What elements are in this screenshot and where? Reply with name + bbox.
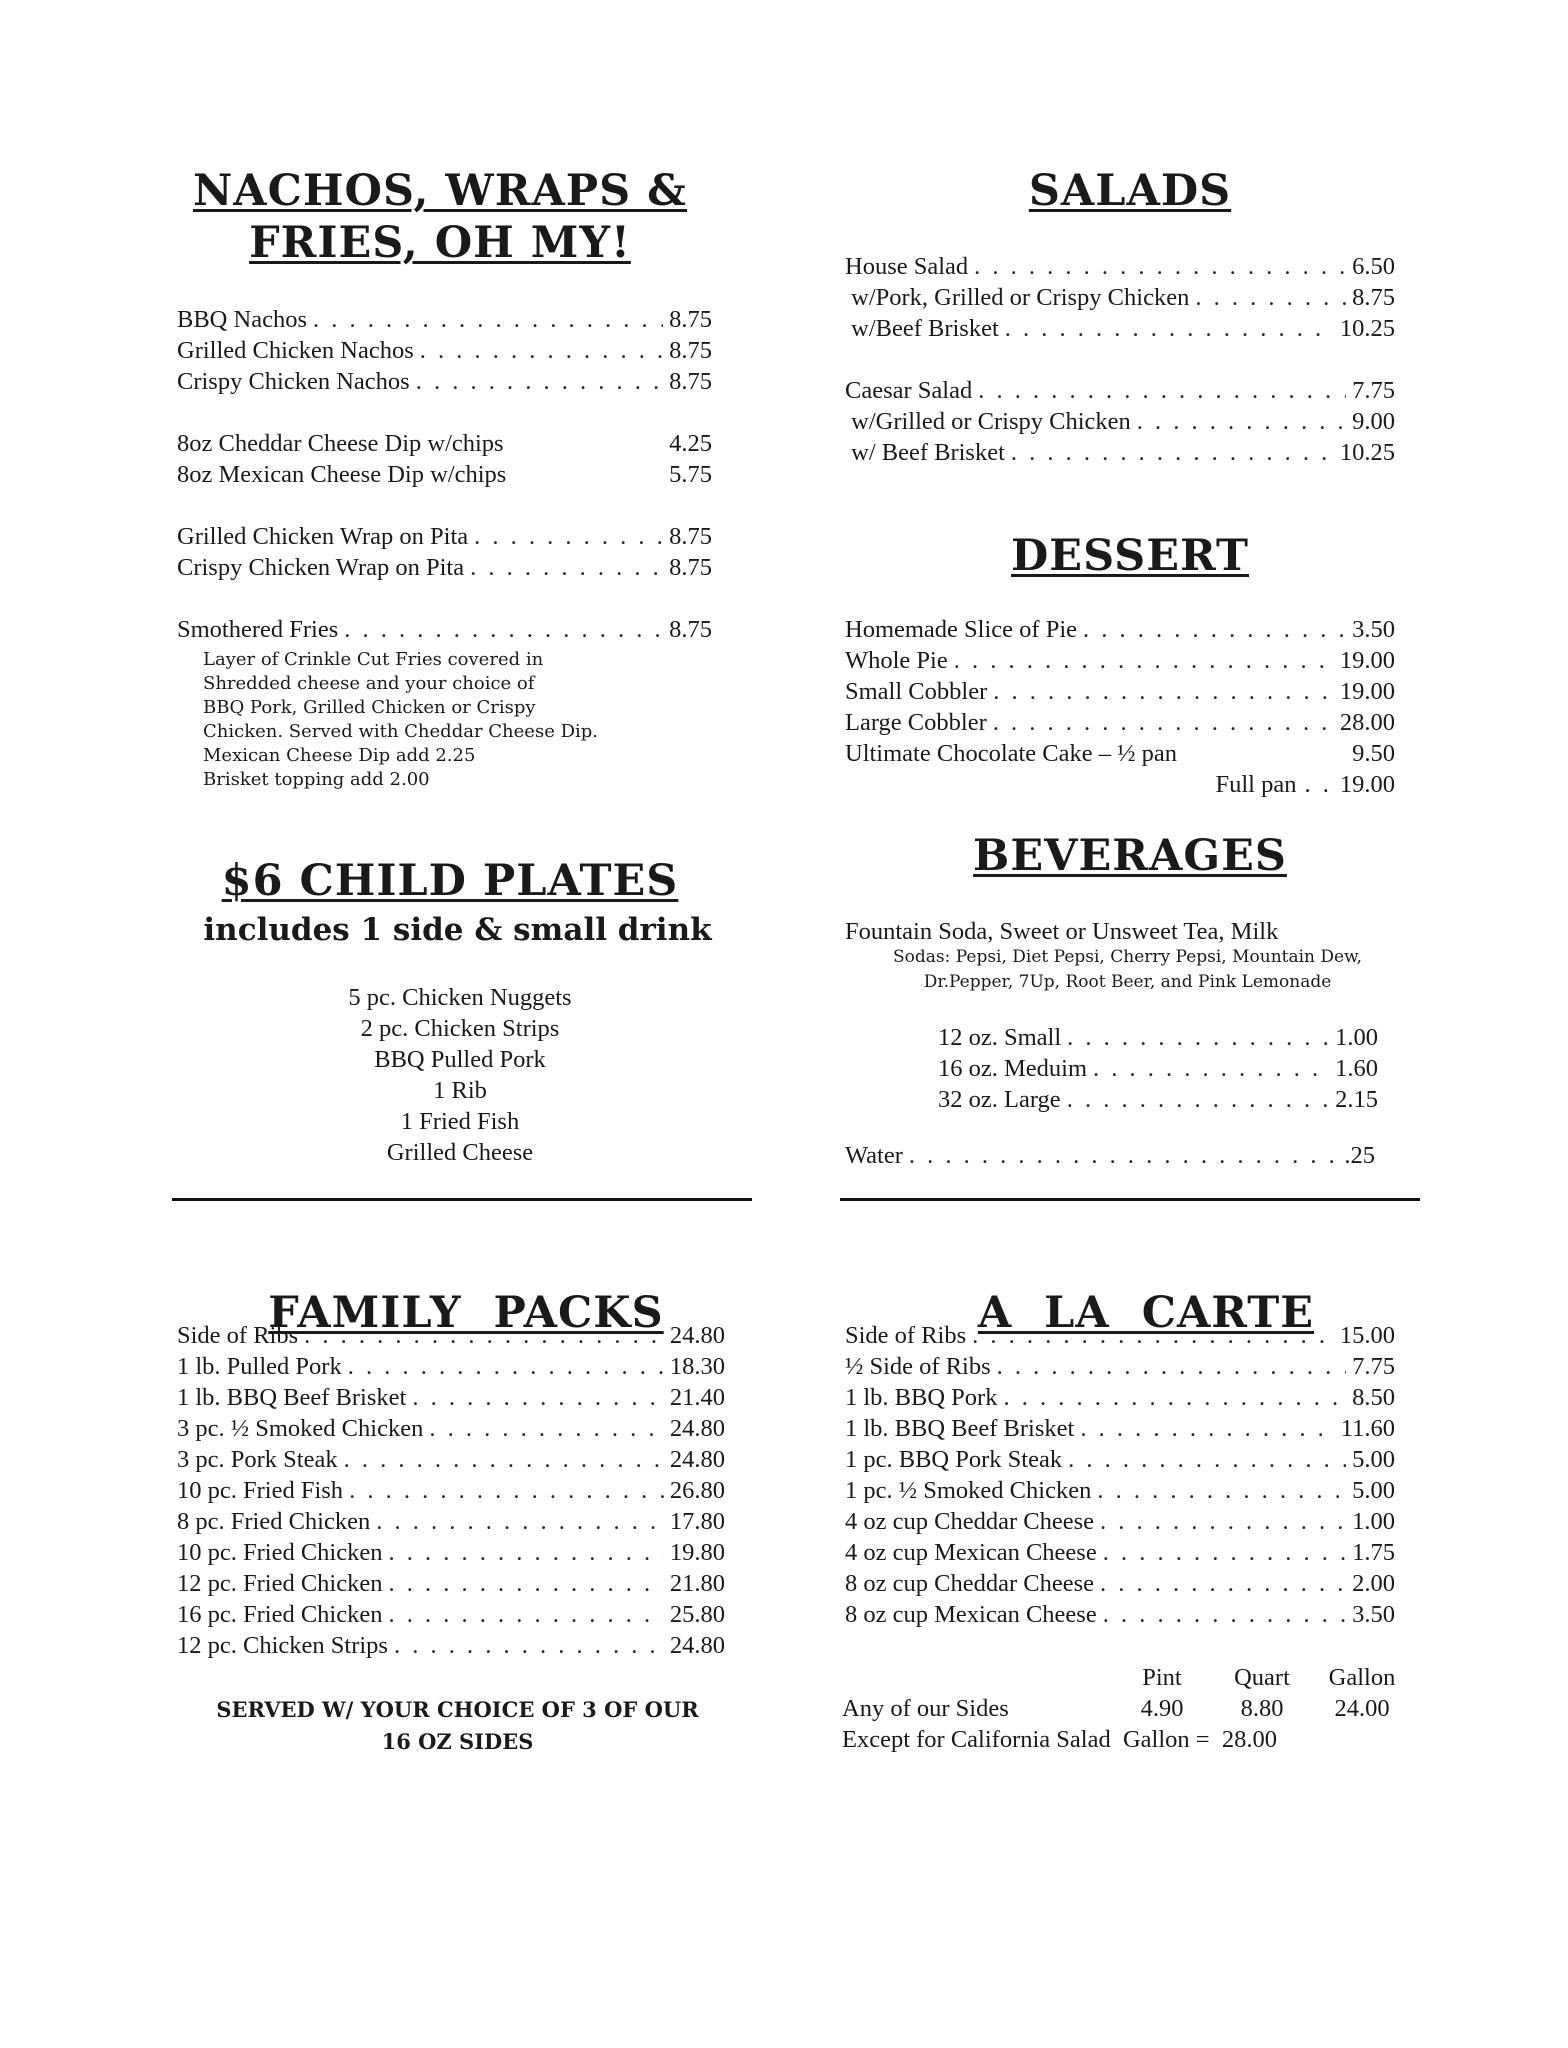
sides-table [842, 1662, 1412, 1755]
menu-item: 1 lb. Pulled Pork . . . 18.30 [177, 1351, 725, 1382]
menu-item: 4 oz cup Cheddar Cheese . . . 1.00 [845, 1506, 1395, 1537]
menu-item: w/Beef Brisket . . . 10.25 [845, 313, 1395, 344]
divider-right [840, 1198, 1420, 1201]
menu-item: 3 pc. ½ Smoked Chicken . . . 24.80 [177, 1413, 725, 1444]
family-packs-list [177, 1320, 725, 1661]
menu-item: Whole Pie . . . 19.00 [845, 645, 1395, 676]
menu-item: Large Cobbler . . . 28.00 [845, 707, 1395, 738]
a-la-carte-title: A LA CARTE [977, 1288, 1315, 1338]
menu-item: Small Cobbler . . . 19.00 [845, 676, 1395, 707]
menu-item: Full pan . . 19.00 [1215, 771, 1395, 798]
menu-item: Side of Ribs . . . 15.00 [845, 1320, 1395, 1351]
menu-item: 8oz Cheddar Cheese Dip w/chips 4.25 [177, 430, 712, 457]
list-item: Grilled Cheese [386, 1139, 534, 1166]
list-item: 2 pc. Chicken Strips [360, 1015, 560, 1042]
salads-list [845, 251, 1395, 468]
menu-item: Side of Ribs . . . 24.80 [177, 1320, 725, 1351]
sides-header-row: Pint Quart Gallon [1142, 1664, 1396, 1691]
family-packs-note: SERVED W/ YOUR CHOICE OF 3 OF OUR 16 OZ SIDES [216, 1697, 699, 1754]
salads-title: SALADS [1028, 166, 1232, 216]
menu-item: 1 pc. ½ Smoked Chicken . . . 5.00 [845, 1475, 1395, 1506]
nachos-title: NACHOS, WRAPS & FRIES, OH MY! [192, 166, 687, 268]
beverages-line: Fountain Soda, Sweet or Unsweet Tea, Milk [845, 918, 1279, 945]
nachos-list [177, 304, 712, 645]
menu-item: 10 pc. Fried Fish . . . 26.80 [177, 1475, 725, 1506]
menu-item: Homemade Slice of Pie . . . 3.50 [845, 614, 1395, 645]
family-packs-title: FAMILY PACKS [268, 1288, 664, 1338]
menu-item: w/Grilled or Crispy Chicken . . . 9.00 [845, 406, 1395, 437]
child-plates-title: $6 CHILD PLATES [221, 856, 679, 906]
menu-item: 3 pc. Pork Steak . . . 24.80 [177, 1444, 725, 1475]
menu-item: w/Pork, Grilled or Crispy Chicken . . . 8.75 [845, 282, 1395, 313]
sodas-list: Sodas: Pepsi, Diet Pepsi, Cherry Pepsi, Mountain Dew, Dr.Pepper, 7Up, Root Beer, and Pink Lemonade [892, 947, 1363, 992]
divider-left [172, 1198, 752, 1201]
list-item: BBQ Pulled Pork [374, 1046, 546, 1073]
a-la-carte-list [845, 1320, 1395, 1630]
menu-item: 8oz Mexican Cheese Dip w/chips 5.75 [177, 461, 712, 488]
menu-item: 12 oz. Small . . . 1.00 [938, 1022, 1378, 1053]
menu-item: 1 pc. BBQ Pork Steak . . . 5.00 [845, 1444, 1395, 1475]
menu-item: Smothered Fries . . . 8.75 [177, 614, 712, 645]
menu-item: Grilled Chicken Wrap on Pita . . . 8.75 [177, 521, 712, 552]
menu-item: Water . . . .25 [845, 1140, 1375, 1171]
menu-item: 1 lb. BBQ Pork . . . 8.50 [845, 1382, 1395, 1413]
menu-item: Grilled Chicken Nachos . . . 8.75 [177, 335, 712, 366]
child-plates-list [180, 982, 740, 1168]
menu-item: ½ Side of Ribs . . . 7.75 [845, 1351, 1395, 1382]
beverages-title: BEVERAGES [973, 831, 1287, 881]
menu-item: 8 oz cup Cheddar Cheese . . . 2.00 [845, 1568, 1395, 1599]
menu-item: BBQ Nachos . . . 8.75 [177, 304, 712, 335]
dessert-list [845, 614, 1395, 800]
beverage-sizes [938, 1022, 1378, 1115]
child-plates-subtitle: includes 1 side & small drink [203, 912, 712, 948]
menu-item: 32 oz. Large . . . 2.15 [938, 1084, 1378, 1115]
sides-except-row: Except for California Salad Gallon = 28.00 [842, 1726, 1277, 1753]
list-item: 1 Rib [433, 1077, 487, 1104]
dessert-title: DESSERT [1011, 531, 1249, 581]
menu-item: 16 pc. Fried Chicken . . . 25.80 [177, 1599, 725, 1630]
menu-item: 1 lb. BBQ Beef Brisket . . . 21.40 [177, 1382, 725, 1413]
menu-item: 4 oz cup Mexican Cheese . . . 1.75 [845, 1537, 1395, 1568]
fries-description: Layer of Crinkle Cut Fries covered in Shredded cheese and your choice of BBQ Pork, Grilled Chicken or Crispy Chicken. Served with Cheddar Cheese Dip. Mexican Cheese Dip add 2.25 Brisket topping add 2.00 [203, 649, 598, 790]
menu-item: 16 oz. Meduim . . . 1.60 [938, 1053, 1378, 1084]
menu-item: 8 oz cup Mexican Cheese . . . 3.50 [845, 1599, 1395, 1630]
menu-item: 10 pc. Fried Chicken . . . 19.80 [177, 1537, 725, 1568]
menu-item: 1 lb. BBQ Beef Brisket . . . 11.60 [845, 1413, 1395, 1444]
menu-item: Ultimate Chocolate Cake – ½ pan 9.50 [845, 740, 1395, 767]
menu-item: 12 pc. Fried Chicken . . . 21.80 [177, 1568, 725, 1599]
menu-item: Crispy Chicken Nachos . . . 8.75 [177, 366, 712, 397]
sides-price-row: Any of our Sides 4.90 8.80 24.00 [842, 1695, 1390, 1722]
menu-item: 8 pc. Fried Chicken . . . 17.80 [177, 1506, 725, 1537]
menu-item: Caesar Salad . . . 7.75 [845, 375, 1395, 406]
menu-item: House Salad . . . 6.50 [845, 251, 1395, 282]
menu-item: Crispy Chicken Wrap on Pita . . . 8.75 [177, 552, 712, 583]
water-line [845, 1140, 1375, 1171]
menu-item: w/ Beef Brisket . . . 10.25 [845, 437, 1395, 468]
list-item: 5 pc. Chicken Nuggets [348, 984, 572, 1011]
list-item: 1 Fried Fish [400, 1108, 520, 1135]
menu-item: 12 pc. Chicken Strips . . . 24.80 [177, 1630, 725, 1661]
